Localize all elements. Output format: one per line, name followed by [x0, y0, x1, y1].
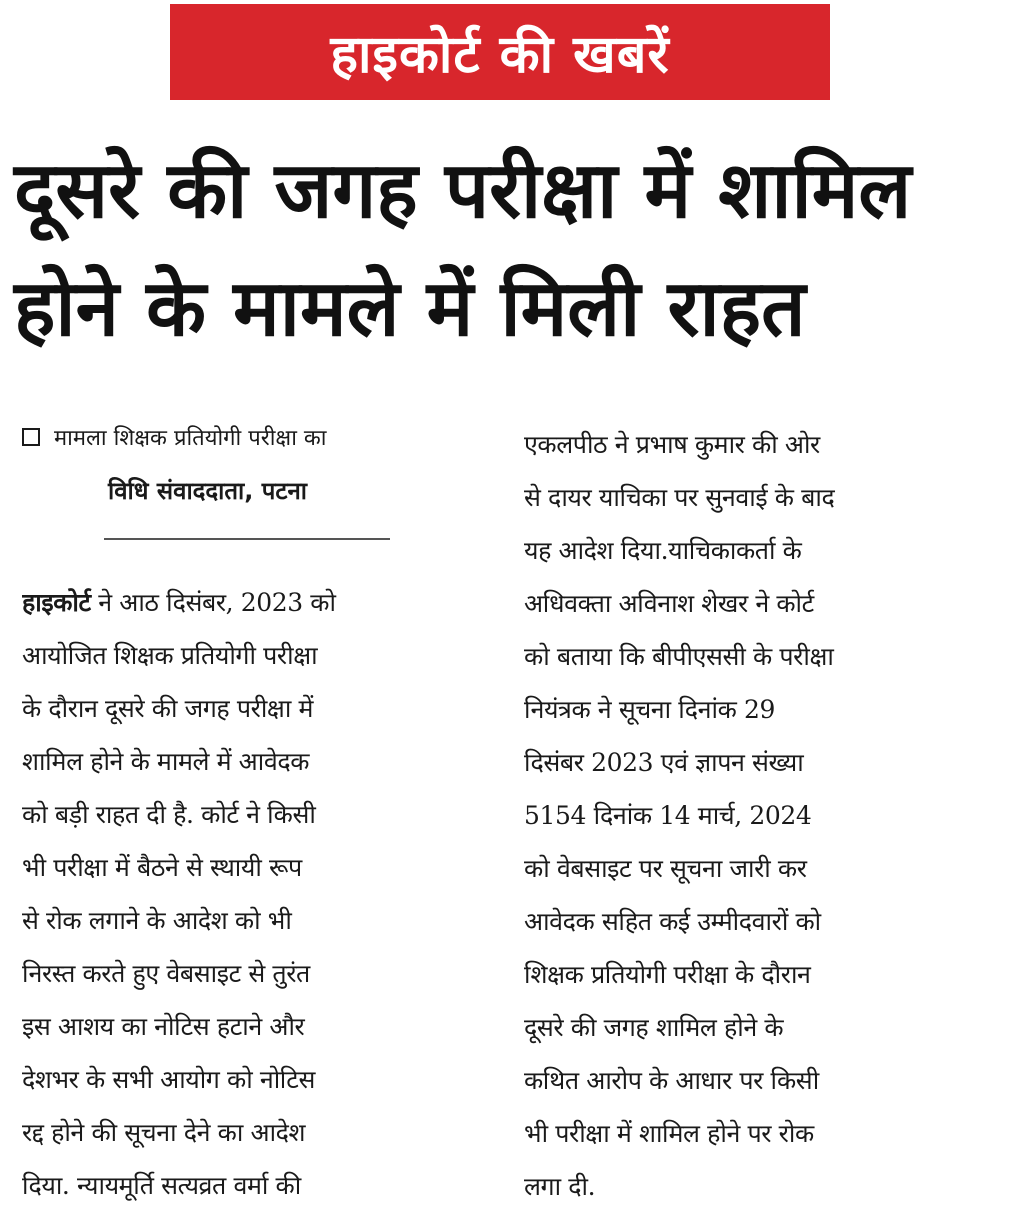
- article-column-right: [524, 418, 1000, 1213]
- kicker: [22, 422, 492, 456]
- text-line: को वेबसाइट पर सूचना जारी कर: [524, 854, 807, 883]
- text-line: शिक्षक प्रतियोगी परीक्षा के दौरान: [524, 960, 811, 989]
- byline: विधि संवाददाता, पटना: [108, 477, 308, 505]
- text-line: दूसरे की जगह शामिल होने के: [524, 1013, 784, 1042]
- text-line: को बताया कि बीपीएससी के परीक्षा: [524, 642, 834, 671]
- text-line: देशभर के सभी आयोग को नोटिस: [22, 1065, 315, 1094]
- divider: [104, 538, 390, 540]
- text-line-rest: ने आठ दिसंबर, 2023 को: [90, 588, 336, 617]
- text-line: रद्द होने की सूचना देने का आदेश: [22, 1118, 306, 1147]
- text-line: भी परीक्षा में शामिल होने पर रोक: [524, 1119, 814, 1148]
- text-line: के दौरान दूसरे की जगह परीक्षा में: [22, 694, 314, 723]
- text-line: दिया. न्यायमूर्ति सत्यव्रत वर्मा की: [22, 1171, 301, 1200]
- headline-line-1: दूसरे की जगह परीक्षा में शामिल: [14, 146, 912, 236]
- text-line: दिसंबर 2023 एवं ज्ञापन संख्या: [524, 748, 804, 777]
- text-line: एकलपीठ ने प्रभाष कुमार की ओर: [524, 430, 820, 459]
- square-bullet-icon: [22, 428, 40, 446]
- text-line: 5154 दिनांक 14 मार्च, 2024: [524, 801, 812, 830]
- text-line: शामिल होने के मामले में आवेदक: [22, 747, 310, 776]
- headline-line-2: होने के मामले में मिली राहत: [14, 264, 806, 354]
- text-line: को बड़ी राहत दी है. कोर्ट ने किसी: [22, 800, 316, 829]
- text-line: आवेदक सहित कई उम्मीदवारों को: [524, 907, 821, 936]
- text-line: भी परीक्षा में बैठने से स्थायी रूप: [22, 853, 302, 882]
- text-line: से दायर याचिका पर सुनवाई के बाद: [524, 483, 835, 512]
- lead-word: हाइकोर्ट: [22, 588, 91, 617]
- text-line: अधिवक्ता अविनाश शेखर ने कोर्ट: [524, 589, 814, 618]
- section-banner: हाइकोर्ट की खबरें: [170, 4, 830, 100]
- article-column-left: [22, 576, 492, 1212]
- text-line: [22, 576, 492, 629]
- text-line: इस आशय का नोटिस हटाने और: [22, 1012, 305, 1041]
- text-line: से रोक लगाने के आदेश को भी: [22, 906, 292, 935]
- kicker-text: मामला शिक्षक प्रतियोगी परीक्षा का: [54, 426, 327, 451]
- text-line: निरस्त करते हुए वेबसाइट से तुरंत: [22, 959, 310, 988]
- text-line: नियंत्रक ने सूचना दिनांक 29: [524, 695, 775, 724]
- text-line: यह आदेश दिया.याचिकाकर्ता के: [524, 536, 802, 565]
- headline: [14, 132, 999, 368]
- text-line: लगा दी.: [524, 1172, 596, 1201]
- text-line: कथित आरोप के आधार पर किसी: [524, 1066, 819, 1095]
- text-line: आयोजित शिक्षक प्रतियोगी परीक्षा: [22, 641, 318, 670]
